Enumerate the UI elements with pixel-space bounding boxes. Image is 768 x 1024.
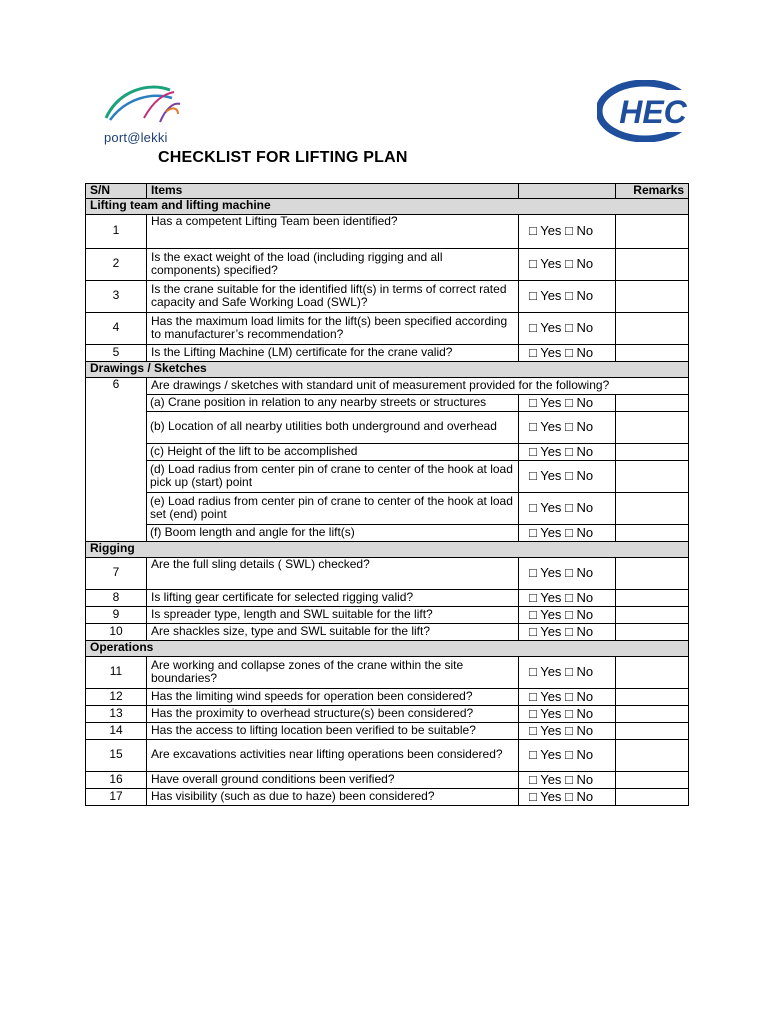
yes-no-checkbox[interactable]: □ Yes □ No (519, 214, 616, 248)
yes-no-checkbox[interactable]: □ Yes □ No (519, 656, 616, 688)
row-sn: 16 (86, 771, 147, 788)
table-row (86, 705, 689, 722)
row-text: (a) Crane position in relation to any nearby streets or structures (147, 394, 519, 411)
row-sn: 7 (86, 557, 147, 589)
yes-no-checkbox[interactable]: □ Yes □ No (519, 589, 616, 606)
port-lekki-logo (104, 78, 184, 146)
table-row (86, 280, 689, 312)
row-text: Has the limiting wind speeds for operation been considered? (147, 688, 519, 705)
row-sn: 11 (86, 656, 147, 688)
table-row (86, 656, 689, 688)
table-row (86, 788, 689, 805)
table-row (86, 377, 689, 394)
yes-no-checkbox[interactable]: □ Yes □ No (519, 739, 616, 771)
remarks-cell[interactable] (616, 788, 689, 805)
row-text: (b) Location of all nearby utilities both underground and overhead (147, 411, 519, 443)
table-row (86, 524, 689, 541)
remarks-cell[interactable] (616, 623, 689, 640)
yes-no-checkbox[interactable]: □ Yes □ No (519, 280, 616, 312)
swoosh-logo-icon (104, 78, 184, 130)
row-text: Are working and collapse zones of the crane within the site boundaries? (147, 656, 519, 688)
section-row (86, 640, 689, 656)
table-row (86, 394, 689, 411)
row-text: Is the exact weight of the load (including rigging and all components) specified? (147, 248, 519, 280)
yes-no-checkbox[interactable]: □ Yes □ No (519, 312, 616, 344)
row-sn: 10 (86, 623, 147, 640)
remarks-cell[interactable] (616, 312, 689, 344)
col-sn: S/N (86, 184, 147, 199)
table-row (86, 248, 689, 280)
table-row (86, 606, 689, 623)
yes-no-checkbox[interactable]: □ Yes □ No (519, 394, 616, 411)
remarks-cell[interactable] (616, 280, 689, 312)
page-title: CHECKLIST FOR LIFTING PLAN (158, 149, 408, 166)
yes-no-checkbox[interactable]: □ Yes □ No (519, 722, 616, 739)
row-text: Is the crane suitable for the identified lift(s) in terms of correct rated capacity and Safe Working Load (SWL)? (147, 280, 519, 312)
remarks-cell[interactable] (616, 214, 689, 248)
section-rigging: Rigging (86, 541, 689, 557)
row-sn: 6 (86, 377, 147, 541)
remarks-cell[interactable] (616, 688, 689, 705)
section-drawings: Drawings / Sketches (86, 361, 689, 377)
row-text: Has visibility (such as due to haze) been considered? (147, 788, 519, 805)
row-text: Has the access to lifting location been verified to be suitable? (147, 722, 519, 739)
remarks-cell[interactable] (616, 722, 689, 739)
table-row (86, 589, 689, 606)
yes-no-checkbox[interactable]: □ Yes □ No (519, 443, 616, 460)
remarks-cell[interactable] (616, 771, 689, 788)
row-sn: 1 (86, 214, 147, 248)
yes-no-checkbox[interactable]: □ Yes □ No (519, 524, 616, 541)
row-text: (d) Load radius from center pin of crane to center of the hook at load pick up (start) point (147, 460, 519, 492)
yes-no-checkbox[interactable]: □ Yes □ No (519, 344, 616, 361)
row-sn: 12 (86, 688, 147, 705)
remarks-cell[interactable] (616, 656, 689, 688)
remarks-cell[interactable] (616, 739, 689, 771)
yes-no-checkbox[interactable]: □ Yes □ No (519, 606, 616, 623)
table-row (86, 460, 689, 492)
table-row (86, 411, 689, 443)
yes-no-checkbox[interactable]: □ Yes □ No (519, 705, 616, 722)
row-text: Have overall ground conditions been verified? (147, 771, 519, 788)
table-row (86, 623, 689, 640)
hec-logo (597, 80, 703, 142)
row-text: Is lifting gear certificate for selected rigging valid? (147, 589, 519, 606)
checklist-table (85, 183, 689, 806)
remarks-cell[interactable] (616, 443, 689, 460)
remarks-cell[interactable] (616, 460, 689, 492)
yes-no-checkbox[interactable]: □ Yes □ No (519, 788, 616, 805)
table-row (86, 492, 689, 524)
logo-text: port@lekki (104, 130, 168, 145)
yes-no-checkbox[interactable]: □ Yes □ No (519, 688, 616, 705)
section-row (86, 541, 689, 557)
yes-no-checkbox[interactable]: □ Yes □ No (519, 623, 616, 640)
yes-no-checkbox[interactable]: □ Yes □ No (519, 557, 616, 589)
col-items: Items (147, 184, 519, 199)
row-text: Has the proximity to overhead structure(s) been considered? (147, 705, 519, 722)
col-blank (519, 184, 616, 199)
table-header-row (86, 184, 689, 199)
remarks-cell[interactable] (616, 524, 689, 541)
table-row (86, 722, 689, 739)
yes-no-checkbox[interactable]: □ Yes □ No (519, 411, 616, 443)
remarks-cell[interactable] (616, 492, 689, 524)
table-row (86, 557, 689, 589)
row-text: (c) Height of the lift to be accomplished (147, 443, 519, 460)
table-row (86, 688, 689, 705)
remarks-cell[interactable] (616, 394, 689, 411)
row-sn: 3 (86, 280, 147, 312)
yes-no-checkbox[interactable]: □ Yes □ No (519, 492, 616, 524)
row-sn: 4 (86, 312, 147, 344)
remarks-cell[interactable] (616, 411, 689, 443)
yes-no-checkbox[interactable]: □ Yes □ No (519, 460, 616, 492)
row-text: Has the maximum load limits for the lift(s) been specified according to manufacturer’s recommendation? (147, 312, 519, 344)
table-row (86, 344, 689, 361)
row-sn: 17 (86, 788, 147, 805)
row-text: (f) Boom length and angle for the lift(s) (147, 524, 519, 541)
section-row (86, 361, 689, 377)
remarks-cell[interactable] (616, 705, 689, 722)
table-row (86, 771, 689, 788)
table-row (86, 312, 689, 344)
row-text: Are the full sling details ( SWL) checked? (147, 557, 519, 589)
row-sn: 15 (86, 739, 147, 771)
remarks-cell[interactable] (616, 344, 689, 361)
table-row (86, 214, 689, 248)
col-remarks: Remarks (616, 184, 689, 199)
row-text: Are shackles size, type and SWL suitable for the lift? (147, 623, 519, 640)
remarks-cell[interactable] (616, 589, 689, 606)
row-text: Are drawings / sketches with standard unit of measurement provided for the following? (147, 377, 689, 394)
row-sn: 2 (86, 248, 147, 280)
table-row (86, 443, 689, 460)
yes-no-checkbox[interactable]: □ Yes □ No (519, 248, 616, 280)
row-sn: 14 (86, 722, 147, 739)
remarks-cell[interactable] (616, 557, 689, 589)
row-text: Has a competent Lifting Team been identified? (147, 214, 519, 248)
remarks-cell[interactable] (616, 606, 689, 623)
row-text: Is spreader type, length and SWL suitable for the lift? (147, 606, 519, 623)
row-sn: 9 (86, 606, 147, 623)
row-text: (e) Load radius from center pin of crane to center of the hook at load set (end) point (147, 492, 519, 524)
row-sn: 8 (86, 589, 147, 606)
row-sn: 13 (86, 705, 147, 722)
row-sn: 5 (86, 344, 147, 361)
remarks-cell[interactable] (616, 248, 689, 280)
hec-logo-text: HEC (619, 94, 687, 130)
section-lifting: Lifting team and lifting machine (86, 198, 689, 214)
section-operations: Operations (86, 640, 689, 656)
row-text: Is the Lifting Machine (LM) certificate for the crane valid? (147, 344, 519, 361)
yes-no-checkbox[interactable]: □ Yes □ No (519, 771, 616, 788)
section-row (86, 198, 689, 214)
row-text: Are excavations activities near lifting operations been considered? (147, 739, 519, 771)
table-row (86, 739, 689, 771)
